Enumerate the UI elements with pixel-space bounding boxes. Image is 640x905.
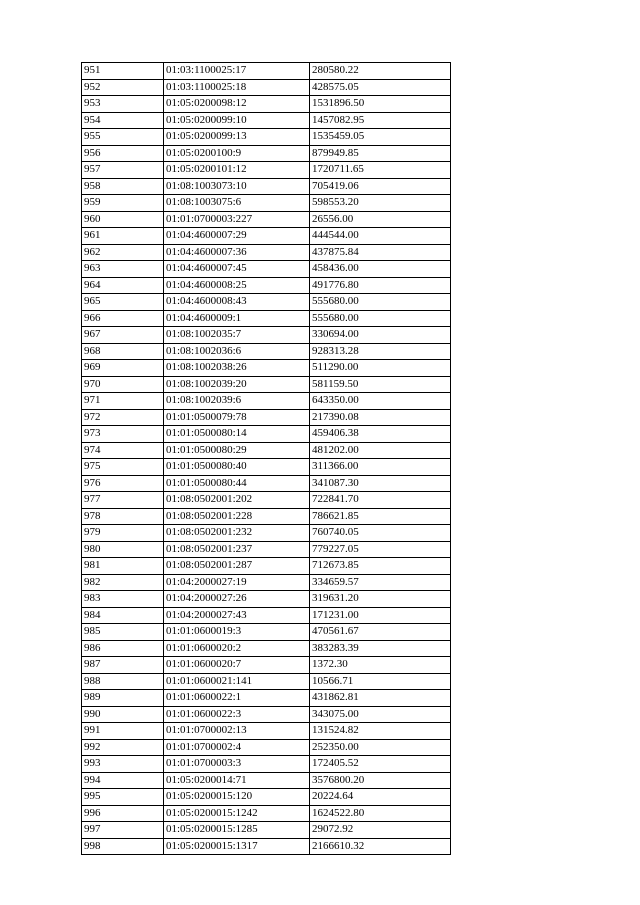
row-number-cell: 986 xyxy=(82,640,164,657)
cadastral-number-cell: 01:04:4600007:29 xyxy=(164,228,310,245)
value-cell: 1535459.05 xyxy=(310,129,451,146)
value-cell: 1531896.50 xyxy=(310,96,451,113)
row-number-cell: 989 xyxy=(82,690,164,707)
row-number-cell: 968 xyxy=(82,343,164,360)
row-number-cell: 964 xyxy=(82,277,164,294)
value-cell: 444544.00 xyxy=(310,228,451,245)
table-row xyxy=(82,393,451,410)
value-cell: 341087.30 xyxy=(310,475,451,492)
value-cell: 252350.00 xyxy=(310,739,451,756)
value-cell: 879949.85 xyxy=(310,145,451,162)
cadastral-number-cell: 01:08:1002038:26 xyxy=(164,360,310,377)
table-row xyxy=(82,310,451,327)
value-cell: 1457082.95 xyxy=(310,112,451,129)
row-number-cell: 956 xyxy=(82,145,164,162)
value-cell: 20224.64 xyxy=(310,789,451,806)
cadastral-number-cell: 01:08:1002039:6 xyxy=(164,393,310,410)
row-number-cell: 967 xyxy=(82,327,164,344)
row-number-cell: 983 xyxy=(82,591,164,608)
table-row xyxy=(82,129,451,146)
table-row xyxy=(82,558,451,575)
cadastral-number-cell: 01:05:0200101:12 xyxy=(164,162,310,179)
value-cell: 470561.67 xyxy=(310,624,451,641)
row-number-cell: 995 xyxy=(82,789,164,806)
row-number-cell: 987 xyxy=(82,657,164,674)
cadastral-number-cell: 01:04:4600009:1 xyxy=(164,310,310,327)
value-cell: 555680.00 xyxy=(310,294,451,311)
value-cell: 343075.00 xyxy=(310,706,451,723)
table-row xyxy=(82,673,451,690)
cadastral-number-cell: 01:01:0500080:29 xyxy=(164,442,310,459)
row-number-cell: 994 xyxy=(82,772,164,789)
table-row xyxy=(82,772,451,789)
cadastral-number-cell: 01:01:0700003:227 xyxy=(164,211,310,228)
value-cell: 26556.00 xyxy=(310,211,451,228)
cadastral-number-cell: 01:04:2000027:19 xyxy=(164,574,310,591)
value-cell: 511290.00 xyxy=(310,360,451,377)
row-number-cell: 977 xyxy=(82,492,164,509)
row-number-cell: 966 xyxy=(82,310,164,327)
value-cell: 171231.00 xyxy=(310,607,451,624)
table-row xyxy=(82,426,451,443)
row-number-cell: 996 xyxy=(82,805,164,822)
cadastral-number-cell: 01:01:0600021:141 xyxy=(164,673,310,690)
value-cell: 491776.80 xyxy=(310,277,451,294)
table-row xyxy=(82,343,451,360)
cadastral-number-cell: 01:04:2000027:26 xyxy=(164,591,310,608)
row-number-cell: 976 xyxy=(82,475,164,492)
cadastral-number-cell: 01:01:0600022:3 xyxy=(164,706,310,723)
table-row xyxy=(82,277,451,294)
table-row xyxy=(82,409,451,426)
value-cell: 330694.00 xyxy=(310,327,451,344)
cadastral-number-cell: 01:01:0600020:2 xyxy=(164,640,310,657)
cadastral-number-cell: 01:01:0500080:40 xyxy=(164,459,310,476)
cadastral-number-cell: 01:08:0502001:232 xyxy=(164,525,310,542)
cadastral-number-cell: 01:05:0200099:10 xyxy=(164,112,310,129)
value-cell: 760740.05 xyxy=(310,525,451,542)
value-cell: 555680.00 xyxy=(310,310,451,327)
value-cell: 786621.85 xyxy=(310,508,451,525)
row-number-cell: 988 xyxy=(82,673,164,690)
cadastral-number-cell: 01:08:0502001:237 xyxy=(164,541,310,558)
table-row xyxy=(82,178,451,195)
value-cell: 928313.28 xyxy=(310,343,451,360)
row-number-cell: 979 xyxy=(82,525,164,542)
value-cell: 1372.30 xyxy=(310,657,451,674)
value-cell: 431862.81 xyxy=(310,690,451,707)
table-row xyxy=(82,376,451,393)
table-row xyxy=(82,657,451,674)
table-row xyxy=(82,508,451,525)
row-number-cell: 963 xyxy=(82,261,164,278)
row-number-cell: 954 xyxy=(82,112,164,129)
cadastral-number-cell: 01:01:0700002:4 xyxy=(164,739,310,756)
table-row xyxy=(82,574,451,591)
table-row xyxy=(82,723,451,740)
table-row xyxy=(82,690,451,707)
table-row xyxy=(82,442,451,459)
table-row xyxy=(82,79,451,96)
value-cell: 172405.52 xyxy=(310,756,451,773)
row-number-cell: 972 xyxy=(82,409,164,426)
table-row xyxy=(82,228,451,245)
table-row xyxy=(82,607,451,624)
table-row xyxy=(82,739,451,756)
table-row xyxy=(82,591,451,608)
value-cell: 712673.85 xyxy=(310,558,451,575)
table-row xyxy=(82,244,451,261)
value-cell: 643350.00 xyxy=(310,393,451,410)
value-cell: 319631.20 xyxy=(310,591,451,608)
cadastral-number-cell: 01:01:0600019:3 xyxy=(164,624,310,641)
value-cell: 10566.71 xyxy=(310,673,451,690)
table-row xyxy=(82,541,451,558)
row-number-cell: 998 xyxy=(82,838,164,855)
value-cell: 779227.05 xyxy=(310,541,451,558)
row-number-cell: 971 xyxy=(82,393,164,410)
table-row xyxy=(82,145,451,162)
cadastral-number-cell: 01:08:0502001:287 xyxy=(164,558,310,575)
table-row xyxy=(82,706,451,723)
cadastral-number-cell: 01:04:4600008:43 xyxy=(164,294,310,311)
cadastral-number-cell: 01:08:1003075:6 xyxy=(164,195,310,212)
table-row xyxy=(82,492,451,509)
cadastral-number-cell: 01:01:0700003:3 xyxy=(164,756,310,773)
table-row xyxy=(82,805,451,822)
cadastral-number-cell: 01:08:0502001:202 xyxy=(164,492,310,509)
row-number-cell: 959 xyxy=(82,195,164,212)
row-number-cell: 974 xyxy=(82,442,164,459)
row-number-cell: 969 xyxy=(82,360,164,377)
row-number-cell: 985 xyxy=(82,624,164,641)
row-number-cell: 970 xyxy=(82,376,164,393)
cadastral-number-cell: 01:04:4600007:45 xyxy=(164,261,310,278)
row-number-cell: 965 xyxy=(82,294,164,311)
row-number-cell: 973 xyxy=(82,426,164,443)
value-cell: 3576800.20 xyxy=(310,772,451,789)
cadastral-number-cell: 01:05:0200015:1317 xyxy=(164,838,310,855)
cadastral-number-cell: 01:04:4600007:36 xyxy=(164,244,310,261)
value-cell: 459406.38 xyxy=(310,426,451,443)
row-number-cell: 981 xyxy=(82,558,164,575)
row-number-cell: 980 xyxy=(82,541,164,558)
value-cell: 1720711.65 xyxy=(310,162,451,179)
cadastral-number-cell: 01:05:0200015:1242 xyxy=(164,805,310,822)
cadastral-number-cell: 01:05:0200098:12 xyxy=(164,96,310,113)
value-cell: 1624522.80 xyxy=(310,805,451,822)
cadastral-number-cell: 01:01:0600020:7 xyxy=(164,657,310,674)
value-cell: 705419.06 xyxy=(310,178,451,195)
cadastral-number-cell: 01:01:0500079:78 xyxy=(164,409,310,426)
value-cell: 722841.70 xyxy=(310,492,451,509)
table-row xyxy=(82,624,451,641)
row-number-cell: 962 xyxy=(82,244,164,261)
row-number-cell: 990 xyxy=(82,706,164,723)
cadastral-value-table xyxy=(81,62,451,855)
row-number-cell: 960 xyxy=(82,211,164,228)
row-number-cell: 982 xyxy=(82,574,164,591)
cadastral-number-cell: 01:04:2000027:43 xyxy=(164,607,310,624)
table-row xyxy=(82,822,451,839)
cadastral-number-cell: 01:05:0200015:120 xyxy=(164,789,310,806)
value-cell: 428575.05 xyxy=(310,79,451,96)
cadastral-number-cell: 01:08:1002039:20 xyxy=(164,376,310,393)
cadastral-number-cell: 01:05:0200100:9 xyxy=(164,145,310,162)
row-number-cell: 952 xyxy=(82,79,164,96)
cadastral-number-cell: 01:05:0200099:13 xyxy=(164,129,310,146)
value-cell: 2166610.32 xyxy=(310,838,451,855)
row-number-cell: 953 xyxy=(82,96,164,113)
row-number-cell: 975 xyxy=(82,459,164,476)
cadastral-number-cell: 01:03:1100025:17 xyxy=(164,63,310,80)
value-cell: 217390.08 xyxy=(310,409,451,426)
row-number-cell: 992 xyxy=(82,739,164,756)
cadastral-number-cell: 01:05:0200014:71 xyxy=(164,772,310,789)
table-body xyxy=(82,63,451,855)
value-cell: 598553.20 xyxy=(310,195,451,212)
cadastral-number-cell: 01:03:1100025:18 xyxy=(164,79,310,96)
value-cell: 311366.00 xyxy=(310,459,451,476)
table-row xyxy=(82,294,451,311)
value-cell: 29072.92 xyxy=(310,822,451,839)
table-row xyxy=(82,459,451,476)
cadastral-number-cell: 01:08:1002036:6 xyxy=(164,343,310,360)
table-row xyxy=(82,838,451,855)
value-cell: 280580.22 xyxy=(310,63,451,80)
table-row xyxy=(82,327,451,344)
value-cell: 131524.82 xyxy=(310,723,451,740)
table-row xyxy=(82,475,451,492)
table-row xyxy=(82,96,451,113)
cadastral-number-cell: 01:08:1002035:7 xyxy=(164,327,310,344)
table-row xyxy=(82,211,451,228)
row-number-cell: 991 xyxy=(82,723,164,740)
cadastral-number-cell: 01:01:0700002:13 xyxy=(164,723,310,740)
row-number-cell: 951 xyxy=(82,63,164,80)
cadastral-number-cell: 01:01:0500080:14 xyxy=(164,426,310,443)
value-cell: 437875.84 xyxy=(310,244,451,261)
value-cell: 458436.00 xyxy=(310,261,451,278)
table-row xyxy=(82,63,451,80)
value-cell: 581159.50 xyxy=(310,376,451,393)
value-cell: 334659.57 xyxy=(310,574,451,591)
cadastral-number-cell: 01:01:0500080:44 xyxy=(164,475,310,492)
cadastral-number-cell: 01:05:0200015:1285 xyxy=(164,822,310,839)
table-row xyxy=(82,789,451,806)
cadastral-number-cell: 01:04:4600008:25 xyxy=(164,277,310,294)
row-number-cell: 997 xyxy=(82,822,164,839)
table-row xyxy=(82,195,451,212)
row-number-cell: 984 xyxy=(82,607,164,624)
table-row xyxy=(82,261,451,278)
value-cell: 481202.00 xyxy=(310,442,451,459)
table-row xyxy=(82,525,451,542)
row-number-cell: 978 xyxy=(82,508,164,525)
row-number-cell: 957 xyxy=(82,162,164,179)
table-row xyxy=(82,112,451,129)
cadastral-number-cell: 01:08:1003073:10 xyxy=(164,178,310,195)
value-cell: 383283.39 xyxy=(310,640,451,657)
table-row xyxy=(82,360,451,377)
row-number-cell: 993 xyxy=(82,756,164,773)
row-number-cell: 955 xyxy=(82,129,164,146)
row-number-cell: 961 xyxy=(82,228,164,245)
table-row xyxy=(82,162,451,179)
table-row xyxy=(82,756,451,773)
cadastral-number-cell: 01:08:0502001:228 xyxy=(164,508,310,525)
row-number-cell: 958 xyxy=(82,178,164,195)
cadastral-number-cell: 01:01:0600022:1 xyxy=(164,690,310,707)
table-row xyxy=(82,640,451,657)
